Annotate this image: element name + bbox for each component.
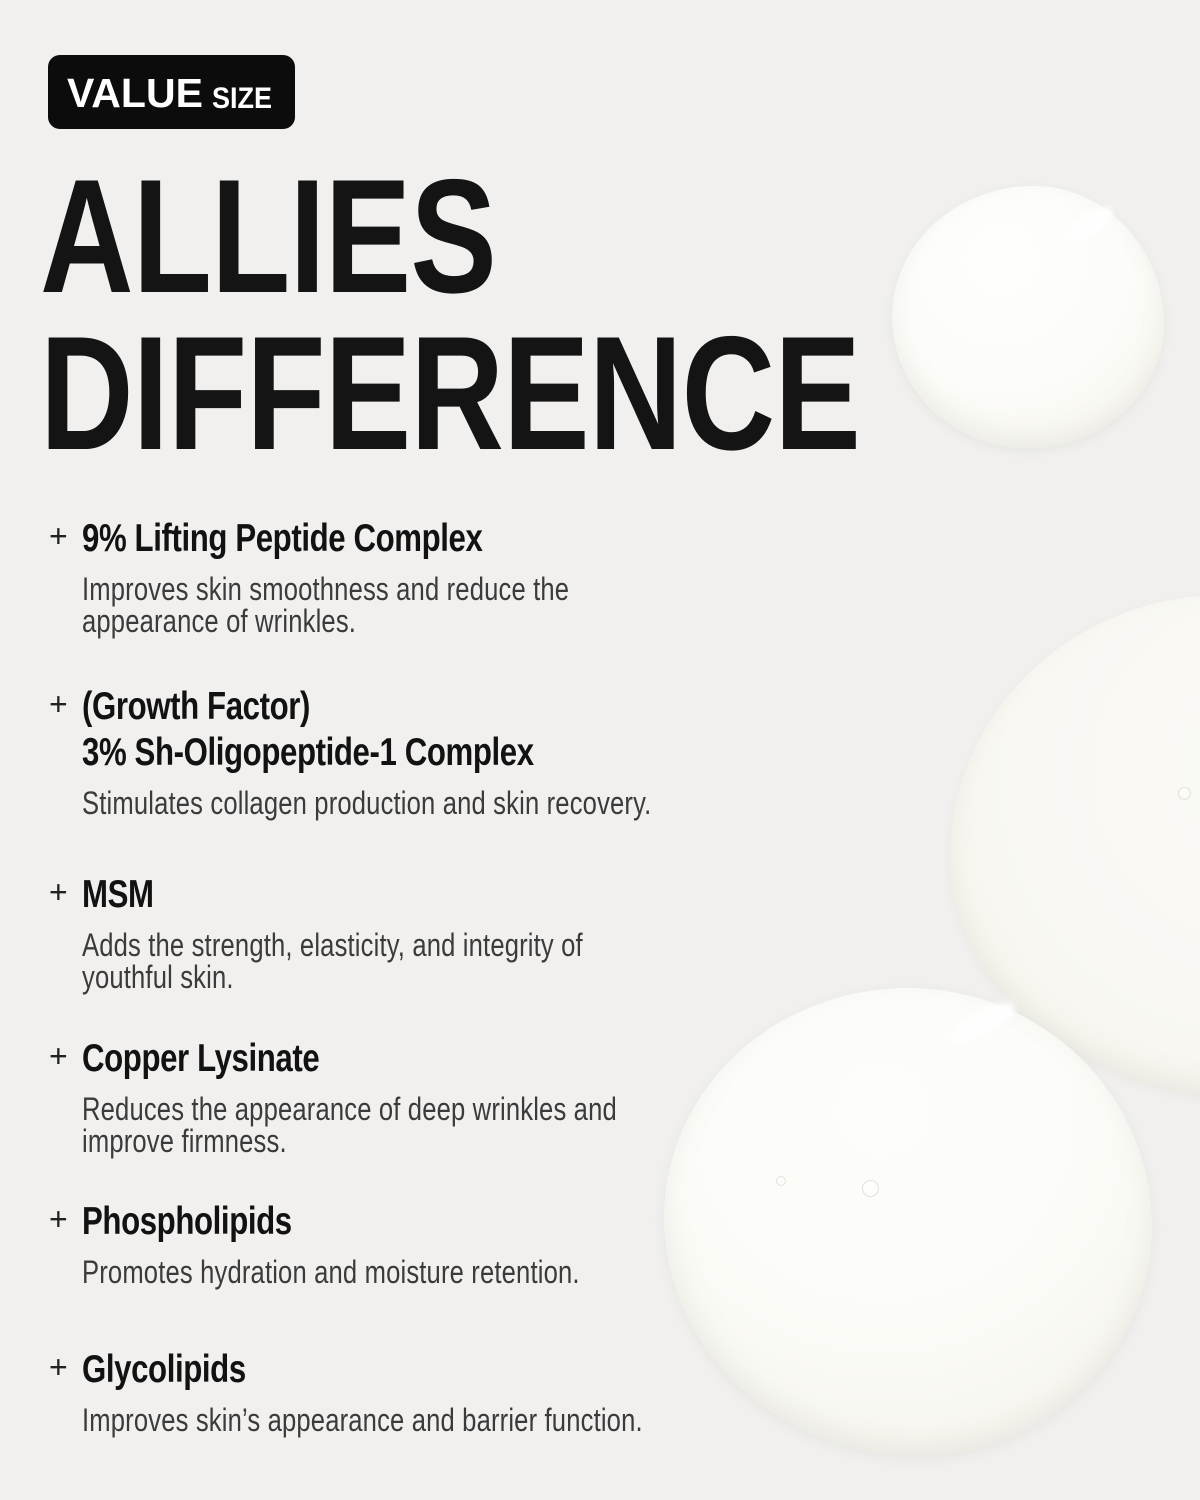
benefit-description	[82, 929, 748, 993]
value-size-badge	[48, 55, 295, 129]
benefit-heading-line: 9% Lifting Peptide Complex	[82, 517, 483, 560]
page-title-line-1: ALLIES	[40, 146, 497, 327]
benefit-heading-line: MSM	[82, 873, 154, 916]
benefit-heading-line: (Growth Factor)	[82, 685, 310, 728]
benefit-heading	[82, 1347, 748, 1393]
benefit-heading	[82, 516, 748, 562]
plus-icon: +	[49, 1038, 68, 1074]
benefit-description-line: Promotes hydration and moisture retention.	[82, 1254, 580, 1290]
badge-primary-label: VALUE	[67, 70, 203, 116]
droplet-bubble	[1178, 787, 1191, 800]
plus-icon: +	[49, 1201, 68, 1237]
droplet-bubble	[776, 1176, 786, 1186]
droplet-highlight	[946, 996, 1020, 1049]
benefit-description	[82, 1093, 748, 1157]
benefit-description-line: Adds the strength, elasticity, and integrity of	[82, 927, 583, 963]
benefit-heading	[82, 1199, 748, 1245]
benefit-item-growth-factor-complex	[48, 684, 748, 819]
badge-secondary-label: SIZE	[211, 82, 272, 115]
benefit-item-msm	[48, 872, 748, 993]
plus-icon: +	[49, 686, 68, 722]
benefit-item-lifting-peptide-complex	[48, 516, 748, 637]
benefit-item-copper-lysinate	[48, 1036, 748, 1157]
benefit-description-line: Improves skin’s appearance and barrier function.	[82, 1402, 643, 1438]
benefit-description-line: improve firmness.	[82, 1123, 287, 1159]
droplet-highlight	[1060, 201, 1118, 249]
benefit-description-line: Stimulates collagen production and skin recovery.	[82, 785, 652, 821]
benefit-description-line: Reduces the appearance of deep wrinkles and	[82, 1091, 617, 1127]
benefit-heading-line: Glycolipids	[82, 1348, 246, 1391]
benefit-heading-line: Copper Lysinate	[82, 1037, 320, 1080]
benefit-description	[82, 787, 748, 819]
benefit-heading	[82, 1036, 748, 1082]
benefit-item-phospholipids	[48, 1199, 748, 1288]
benefit-item-glycolipids	[48, 1347, 748, 1436]
benefit-description-line: youthful skin.	[82, 959, 234, 995]
plus-icon: +	[49, 874, 68, 910]
benefit-heading	[82, 684, 748, 776]
page-title-line-2: DIFFERENCE	[40, 303, 861, 484]
benefit-description-line: Improves skin smoothness and reduce the	[82, 571, 570, 607]
page-title	[40, 146, 1065, 484]
benefit-description	[82, 1404, 748, 1436]
benefit-description	[82, 573, 748, 637]
benefit-description	[82, 1256, 748, 1288]
benefit-heading	[82, 872, 748, 918]
benefit-description-line: appearance of wrinkles.	[82, 603, 357, 639]
plus-icon: +	[49, 518, 68, 554]
droplet-bubble	[862, 1180, 879, 1197]
plus-icon: +	[49, 1349, 68, 1385]
benefit-heading-line: 3% Sh-Oligopeptide-1 Complex	[82, 731, 534, 774]
benefit-heading-line: Phospholipids	[82, 1200, 292, 1243]
